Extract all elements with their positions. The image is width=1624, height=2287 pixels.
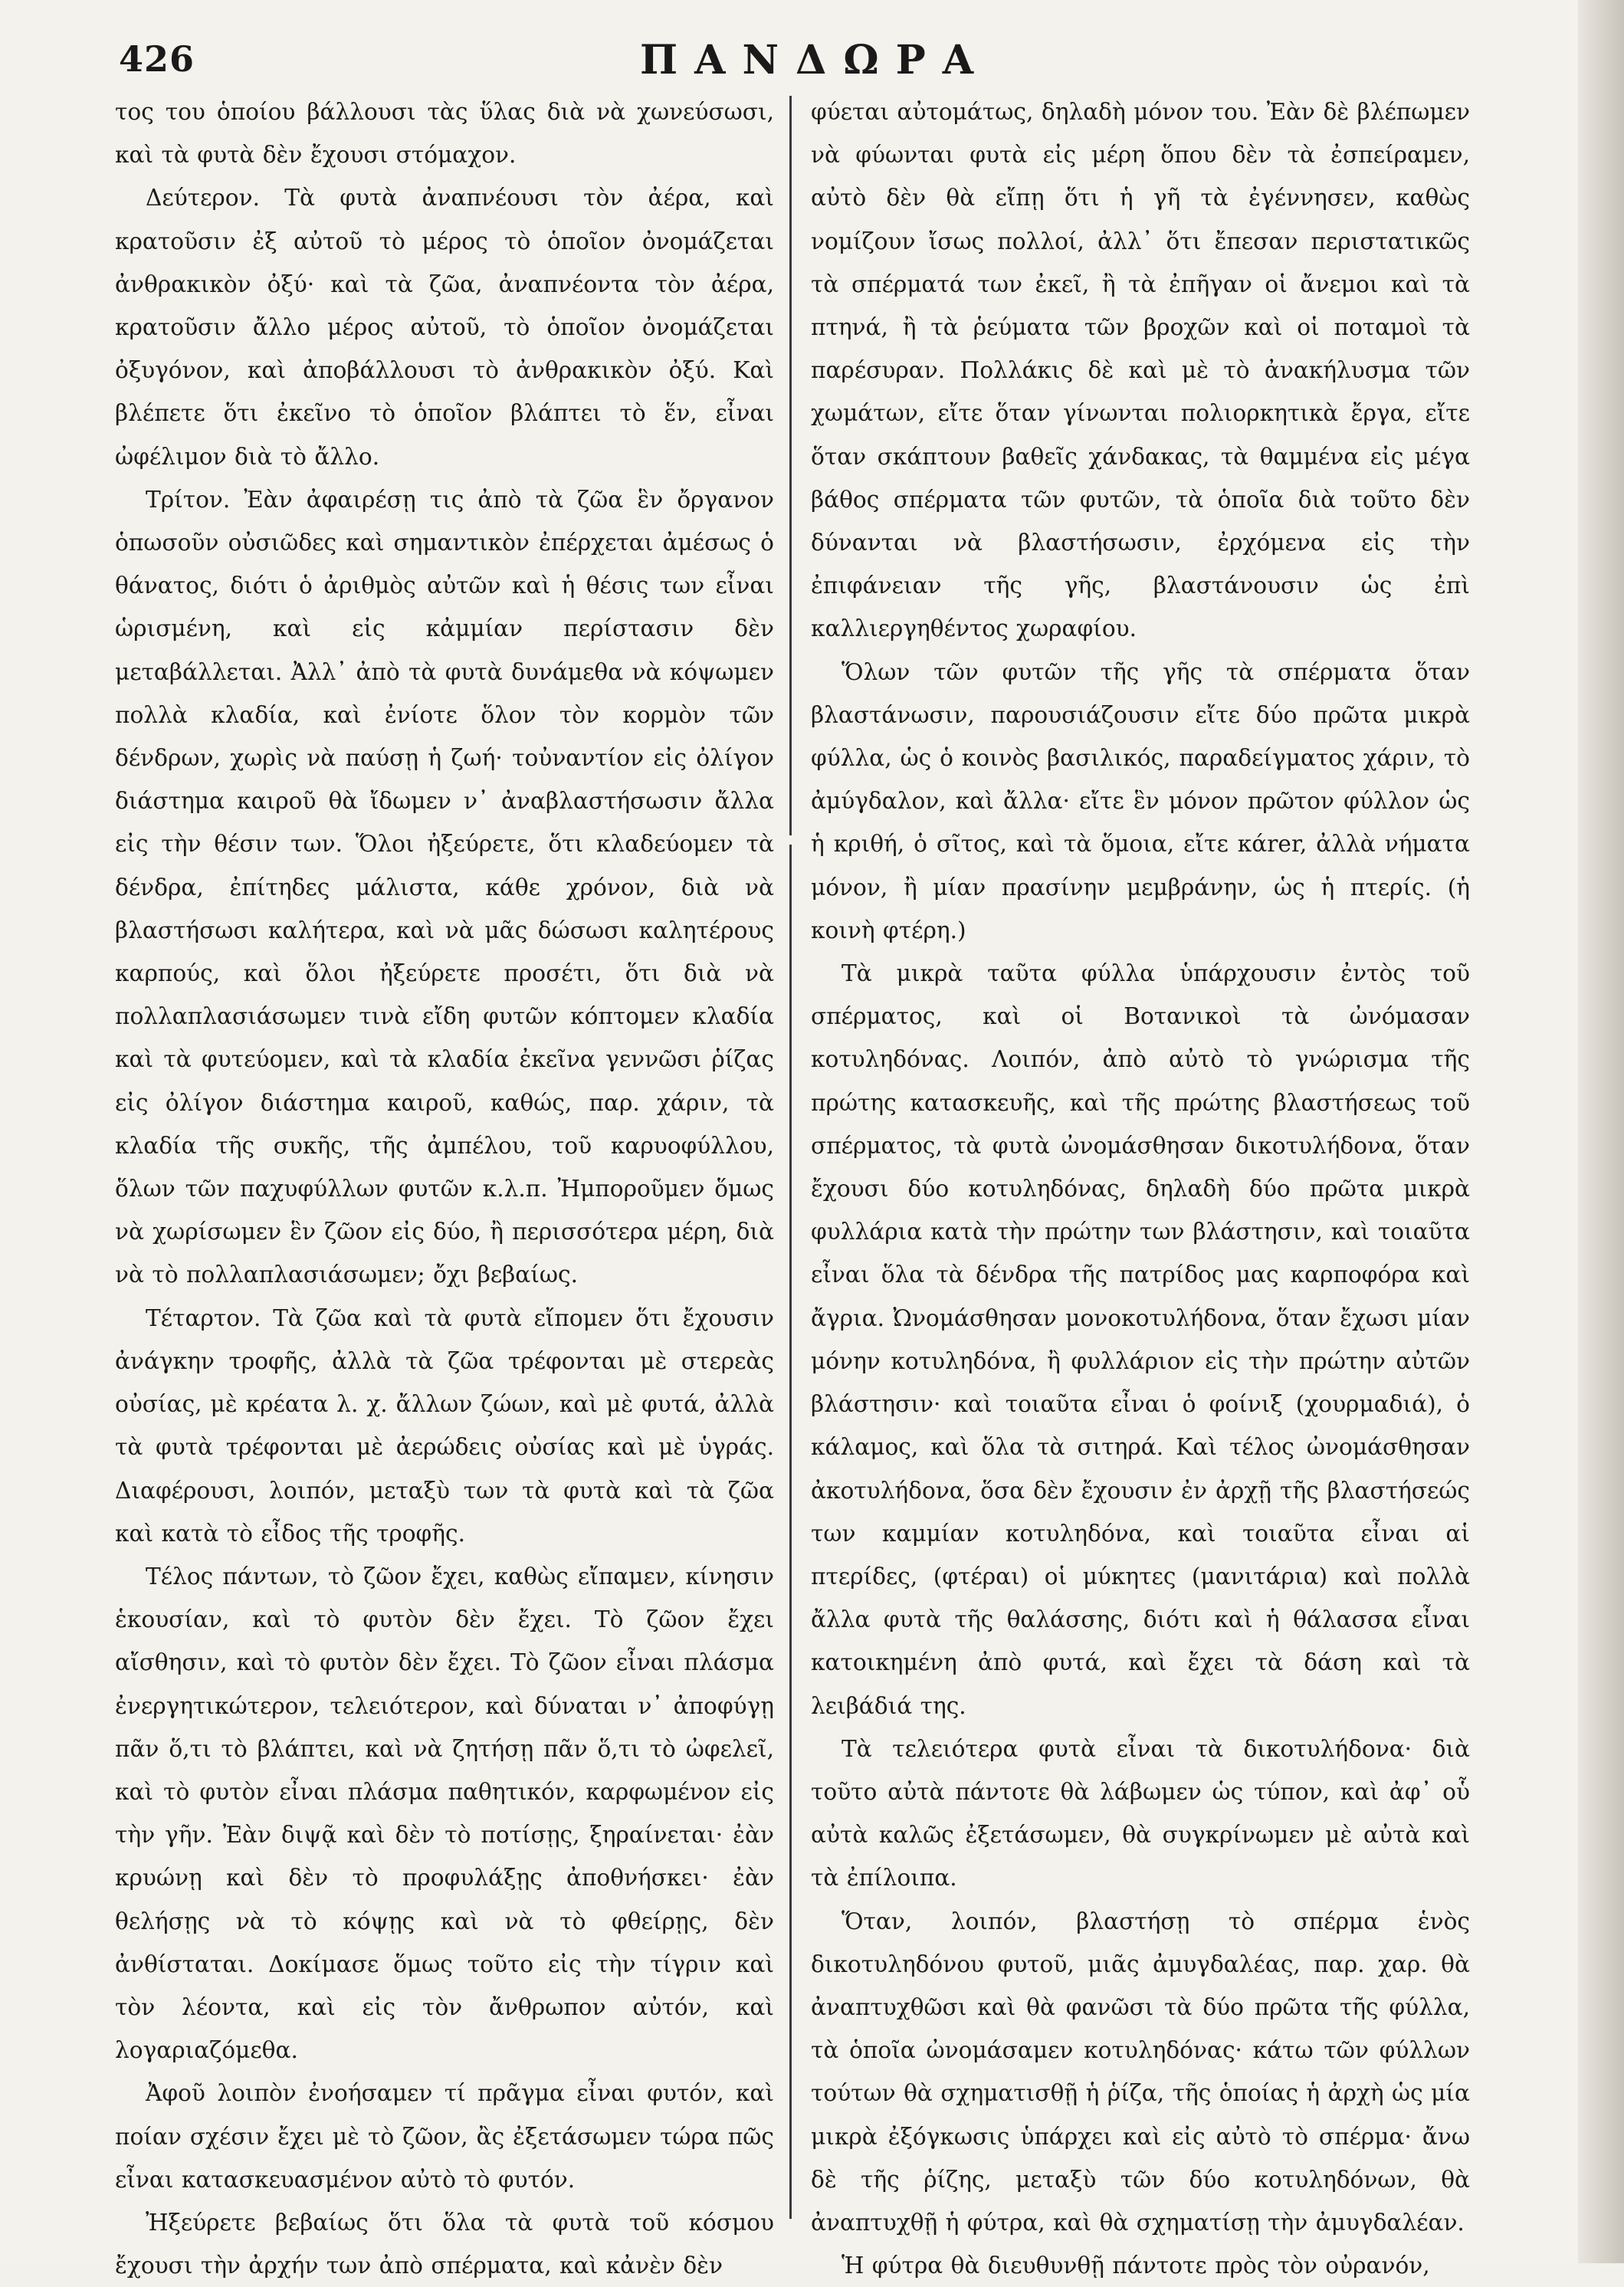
paragraph: Ὅταν, λοιπόν, βλαστήσῃ τὸ σπέρμα ἑνὸς δικοτυληδόνου φυτοῦ, μιᾶς ἀμυγδαλέας, παρ. χαρ. θὰ ἀναπτυχθῶσι καὶ θὰ φανῶσι τὰ δύο πρῶτα τῆς φύλλα, τὰ ὁποῖα ὠνομάσαμεν κοτυληδόνας· κάτω τῶν φύλλων τούτων θὰ σχηματισθῇ ἡ ῥίζα, τῆς ὁποίας ἡ ἀρχὴ ὡς μία μικρὰ ἐξόγκωσις ὑπάρχει καὶ εἰς αὐτὸ τὸ σπέρμα· ἄνω δὲ τῆς ῥίζης, μεταξὺ τῶν δύο κοτυληδόνων, θὰ ἀναπτυχθῇ ἡ φύτρα, καὶ θὰ σχηματίσῃ τὴν ἀμυγδαλέαν. [811,1908,1470,2236]
paragraph: τος του ὁποίου βάλλουσι τὰς ὕλας διὰ νὰ χωνεύσωσι, καὶ τὰ φυτὰ δὲν ἔχουσι στόμαχον. [115,99,774,169]
paragraph: Τὰ τελειότερα φυτὰ εἶναι τὰ δικοτυλήδονα· διὰ τοῦτο αὐτὰ πάντοτε θὰ λάβωμεν ὡς τύπον, καὶ ἀφ᾽ οὗ αὐτὰ καλῶς ἐξετάσωμεν, θὰ συγκρίνωμεν μὲ αὐτὰ καὶ τὰ ἐπίλοιπα. [811,1735,1470,1892]
running-title: ΠΑΝΔΩΡΑ [640,37,991,84]
paragraph: Τέλος πάντων, τὸ ζῶον ἔχει, καθὼς εἴπαμεν, κίνησιν ἑκουσίαν, καὶ τὸ φυτὸν δὲν ἔχει. Τὸ ζῶον ἔχει αἴσθησιν, καὶ τὸ φυτὸν δὲν ἔχει. Τὸ ζῶον εἶναι πλάσμα ἐνεργητικώτερον, τελειότερον, καὶ δύναται ν᾽ ἀποφύγῃ πᾶν ὅ,τι τὸ βλάπτει, καὶ νὰ ζητήσῃ πᾶν ὅ,τι τὸ ὠφελεῖ, καὶ τὸ φυτὸν εἶναι πλάσμα παθητικόν, καρφωμένον εἰς τὴν γῆν. Ἐὰν διψᾷ καὶ δὲν τὸ ποτίσῃς, ξηραίνεται· ἐὰν κρυώνῃ καὶ δὲν τὸ προφυλάξῃς ἀποθνήσκει· ἐὰν θελήσῃς νὰ τὸ κόψῃς καὶ νὰ τὸ φθείρῃς, δὲν ἀνθίσταται. Δοκίμασε ὅμως τοῦτο εἰς τὴν τίγριν καὶ τὸν λέοντα, καὶ εἰς τὸν ἄνθρωπον αὐτόν, καὶ λογαριαζόμεθα. [115,1563,774,2064]
paragraph: Ὅλων τῶν φυτῶν τῆς γῆς τὰ σπέρματα ὅταν βλαστάνωσιν, παρουσιάζουσιν εἴτε δύο πρῶτα μικρὰ φύλλα, ὡς ὁ κοινὸς βασιλικός, παραδείγματος χάριν, τὸ ἀμύγδαλον, καὶ ἄλλα· εἴτε ἓν μόνον πρῶτον φύλλον ὡς ἡ κριθή, ὁ σῖτος, καὶ τὰ ὅμοια, εἴτε κάrer, ἀλλὰ νήματα μόνον, ἢ μίαν πρασίνην μεμβράνην, ὡς ἡ πτερίς. (ἡ κοινὴ φτέρη.) [811,658,1470,943]
paragraph: Δεύτερον. Τὰ φυτὰ ἀναπνέουσι τὸν ἀέρα, καὶ κρατοῦσιν ἐξ αὐτοῦ τὸ μέρος τὸ ὁποῖον ὀνομάζεται ἀνθρακικὸν ὀξύ· καὶ τὰ ζῶα, ἀναπνέοντα τὸν ἀέρα, κρατοῦσιν ἄλλο μέρος αὐτοῦ, τὸ ὁποῖον ὀνομάζεται ὀξυγόνον, καὶ ἀποβάλλουσι τὸ ἀνθρακικὸν ὀξύ. Καὶ βλέπετε ὅτι ἐκεῖνο τὸ ὁποῖον βλάπτει τὸ ἕν, εἶναι ὠφέλιμον διὰ τὸ ἄλλο. [115,185,774,470]
paragraph: Ἡ φύτρα θὰ διευθυνθῇ πάντοτε πρὸς τὸν οὐρανόν, [842,2253,1430,2279]
column-divider-gap [789,835,792,845]
paragraph: Ἠξεύρετε βεβαίως ὅτι ὅλα τὰ φυτὰ τοῦ κόσμου ἔχουσι τὴν ἀρχήν των ἀπὸ σπέρματα, καὶ κἀνὲν δὲν [115,2209,774,2279]
paragraph: φύεται αὐτομάτως, δηλαδὴ μόνον του. Ἐὰν δὲ βλέπωμεν νὰ φύωνται φυτὰ εἰς μέρη ὅπου δὲν τὰ ἐσπείραμεν, αὐτὸ δὲν θὰ εἴπῃ ὅτι ἡ γῆ τὰ ἐγέννησεν, καθὼς νομίζουν ἴσως πολλοί, ἀλλ᾽ ὅτι ἔπεσαν περιστατικῶς τὰ σπέρματά των ἐκεῖ, ἢ τὰ ἐπῆγαν οἱ ἄνεμοι καὶ τὰ πτηνά, ἢ τὰ ῥεύματα τῶν βροχῶν καὶ οἱ ποταμοὶ τὰ παρέσυραν. Πολλάκις δὲ καὶ μὲ τὸ ἀνακήλυσμα τῶν χωμάτων, εἴτε ὅταν γίνωνται πολιορκητικὰ ἔργα, εἴτε ὅταν σκάπτουν βαθεῖς χάνδακας, τὰ θαμμένα εἰς μέγα βάθος σπέρματα τῶν φυτῶν, τὰ ὁποῖα διὰ τοῦτο δὲν δύνανται νὰ βλαστήσωσιν, ἐρχόμενα εἰς τὴν ἐπιφάνειαν τῆς γῆς, βλαστάνουσιν ὡς ἐπὶ καλλιεργηθέντος χωραφίου. [811,99,1470,642]
paragraph: Τρίτον. Ἐὰν ἀφαιρέσῃ τις ἀπὸ τὰ ζῶα ἓν ὄργανον ὁπωσοῦν οὐσιῶδες καὶ σημαντικὸν ἐπέρχεται ἀμέσως ὁ θάνατος, διότι ὁ ἀριθμὸς αὐτῶν καὶ ἡ θέσις των εἶναι ὡρισμένη, καὶ εἰς κἀμμίαν περίστασιν δὲν μεταβάλλεται. Ἀλλ᾽ ἀπὸ τὰ φυτὰ δυνάμεθα νὰ κόψωμεν πολλὰ κλαδία, καὶ ἐνίοτε ὅλον τὸν κορμὸν τῶν δένδρων, χωρὶς νὰ παύσῃ ἡ ζωή· τοὐναντίον εἰς ὀλίγον διάστημα καιροῦ θὰ ἴδωμεν ν᾽ ἀναβλαστήσωσιν ἄλλα εἰς τὴν θέσιν των. Ὅλοι ἠξεύρετε, ὅτι κλαδεύομεν τὰ δένδρα, ἐπίτηδες μάλιστα, κάθε χρόνον, διὰ νὰ βλαστήσωσι καλήτερα, καὶ νὰ μᾶς δώσωσι καλητέρους καρπούς, καὶ ὅλοι ἠξεύρετε προσέτι, ὅτι διὰ νὰ πολλαπλασιάσωμεν τινὰ εἴδη φυτῶν κόπτομεν κλαδία καὶ τὰ φυτεύομεν, καὶ τὰ κλαδία ἐκεῖνα γεννῶσι ῥίζας εἰς ὀλίγον διάστημα καιροῦ, καθώς, παρ. χάριν, τὰ κλαδία τῆς συκῆς, τῆς ἀμπέλου, τοῦ καρυοφύλλου, ὅλων τῶν παχυφύλλων φυτῶν κ.λ.π. Ἠμποροῦμεν ὅμως νὰ χωρίσωμεν ἓν ζῶον εἰς δύο, ἢ περισσότερα μέρη, διὰ νὰ τὸ πολλαπλασιάσωμεν; ὄχι βεβαίως. [115,486,774,1288]
page-edge-shadow [1578,0,1624,2263]
column-divider [789,96,792,2219]
paragraph: Ἀφοῦ λοιπὸν ἐνοήσαμεν τί πρᾶγμα εἶναι φυτόν, καὶ ποίαν σχέσιν ἔχει μὲ τὸ ζῶον, ἂς ἐξετάσωμεν τώρα πῶς εἶναι κατασκευασμένον αὐτὸ τὸ φυτόν. [115,2080,774,2193]
paragraph: Τὰ μικρὰ ταῦτα φύλλα ὑπάρχουσιν ἐντὸς τοῦ σπέρματος, καὶ οἱ Βοτανικοὶ τὰ ὠνόμασαν κοτυληδόνας. Λοιπόν, ἀπὸ αὐτὸ τὸ γνώρισμα τῆς πρώτης κατασκευῆς, καὶ τῆς πρώτης βλαστήσεως τοῦ σπέρματος, τὰ φυτὰ ὠνομάσθησαν δικοτυλήδονα, ὅταν ἔχουσι δύο κοτυληδόνας, δηλαδὴ δύο πρῶτα μικρὰ φυλλάρια κατὰ τὴν πρώτην των βλάστησιν, καὶ τοιαῦτα εἶναι ὅλα τὰ δένδρα τῆς πατρίδος μας καρποφόρα καὶ ἄγρια. Ὠνομάσθησαν μονοκοτυλήδονα, ὅταν ἔχωσι μίαν μόνην κοτυληδόνα, ἢ φυλλάριον εἰς τὴν πρώτην αὐτῶν βλάστησιν· καὶ τοιαῦτα εἶναι ὁ φοίνιξ (χουρμαδιά), ὁ κάλαμος, καὶ ὅλα τὰ σιτηρά. Καὶ τέλος ὠνομάσθησαν ἀκοτυλήδονα, ὅσα δὲν ἔχουσιν ἐν ἀρχῇ τῆς βλαστήσεώς των καμμίαν κοτυληδόνα, καὶ τοιαῦτα εἶναι αἱ πτερίδες, (φτέραι) οἱ μύκητες (μανιτάρια) καὶ πολλὰ ἄλλα φυτὰ τῆς θαλάσσης, διότι καὶ ἡ θάλασσα εἶναι κατοικημένη ἀπὸ φυτά, καὶ ἔχει τὰ δάση καὶ τὰ λειβάδιά της. [811,960,1470,1719]
paragraph: Τέταρτον. Τὰ ζῶα καὶ τὰ φυτὰ εἴπομεν ὅτι ἔχουσιν ἀνάγκην τροφῆς, ἀλλὰ τὰ ζῶα τρέφονται μὲ στερεὰς οὐσίας, μὲ κρέατα λ. χ. ἄλλων ζώων, καὶ μὲ φυτά, ἀλλὰ τὰ φυτὰ τρέφονται μὲ ἀερώδεις οὐσίας καὶ μὲ ὑγράς. Διαφέρουσι, λοιπόν, μεταξὺ των τὰ φυτὰ καὶ τὰ ζῶα καὶ κατὰ τὸ εἶδος τῆς τροφῆς. [115,1304,774,1547]
left-column [115,90,774,2279]
right-column [811,90,1470,2279]
page-number: 426 [119,38,195,80]
